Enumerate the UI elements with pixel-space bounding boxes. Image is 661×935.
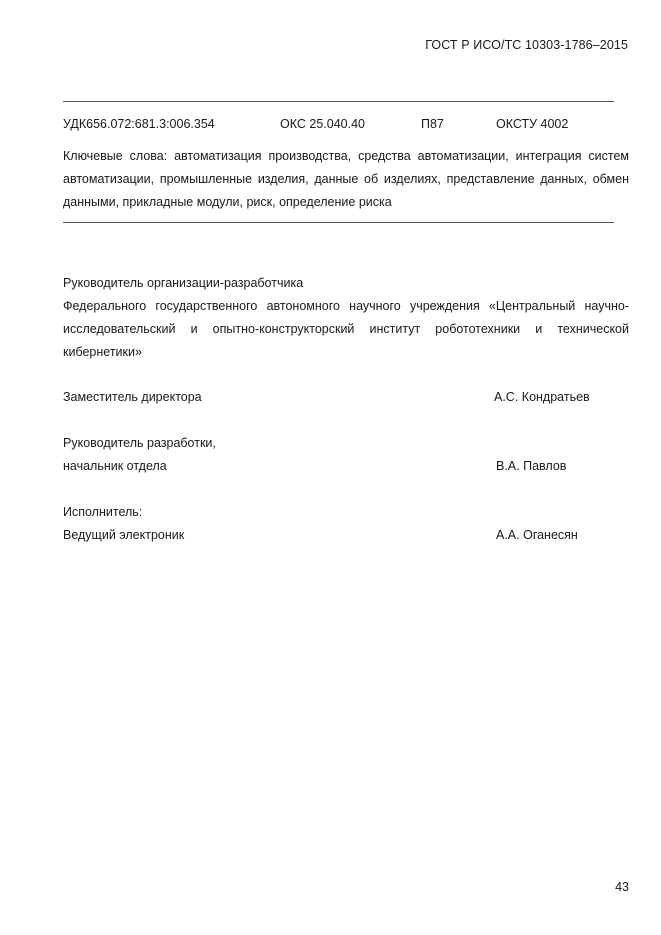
oks-code: ОКС 25.040.40 [280,117,365,131]
signatory-role-dept-head: начальник отдела [63,459,167,473]
keywords-paragraph: Ключевые слова: автоматизация производства, средства автоматизации, интеграция систем автоматизации, промышленные изделия, данные об изделиях, представление данных, обмен данными, прикладные модули, риск, определение риска [63,149,629,209]
signatory-name-pavlov: В.А. Павлов [496,459,567,473]
page-number: 43 [615,880,629,894]
signatory-role-executor: Исполнитель: [63,505,143,519]
signatory-name-oganesyan: А.А. Оганесян [496,528,578,542]
signatory-role-lead-electronics: Ведущий электроник [63,528,185,542]
classification-row [63,117,614,133]
top-divider [63,101,614,102]
udk-code: УДК656.072:681.3:006.354 [63,117,215,131]
organization-title: Руководитель организации-разработчика [63,276,304,290]
bottom-divider [63,222,614,223]
signatory-role-dev-lead: Руководитель разработки, [63,436,216,450]
okstu-code: ОКСТУ 4002 [496,117,569,131]
signatory-name-kondratyev: А.С. Кондратьев [494,390,590,404]
group-code: П87 [421,117,444,131]
signatory-role-deputy-director: Заместитель директора [63,390,202,404]
organization-body: Федерального государственного автономного научного учреждения «Центральный научно-исследовательский и опытно-конструкторский институт робототехники и технической кибернетики» [63,299,629,359]
standard-code: ГОСТ Р ИСО/ТС 10303-1786–2015 [425,38,628,52]
